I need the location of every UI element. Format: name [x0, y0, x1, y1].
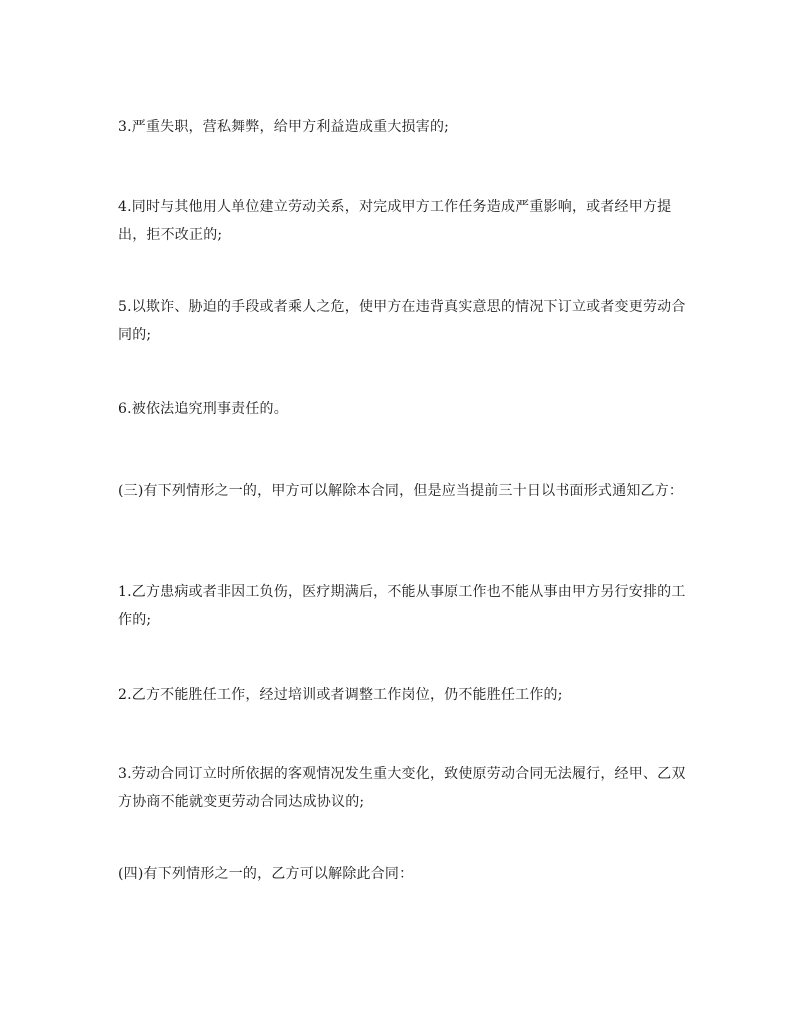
section-three-heading: (三)有下列情形之一的，甲方可以解除本合同，但是应当提前三十日以书面形式通知乙方： — [118, 483, 684, 499]
clause-criminal-liability: 6.被依法追究刑事责任的。 — [118, 401, 288, 417]
clause-serious-dereliction: 3.严重失职，营私舞弊，给甲方利益造成重大损害的; — [118, 119, 450, 135]
section-four-heading: (四)有下列情形之一的，乙方可以解除此合同： — [118, 866, 414, 882]
clause-fraud-coercion: 5.以欺诈、胁迫的手段或者乘人之危，使甲方在违背真实意思的情况下订立或者变更劳动合同的; — [118, 299, 686, 343]
clause-incompetence: 2.乙方不能胜任工作，经过培训或者调整工作岗位，仍不能胜任工作的; — [118, 687, 563, 703]
clause-concurrent-employment: 4.同时与其他用人单位建立劳动关系，对完成甲方工作任务造成严重影响，或者经甲方提出，拒不改正的; — [118, 199, 672, 243]
clause-illness-injury: 1.乙方患病或者非因工负伤，医疗期满后，不能从事原工作也不能从事由甲方另行安排的工作的; — [118, 584, 686, 628]
clause-circumstance-change: 3.劳动合同订立时所依据的客观情况发生重大变化，致使原劳动合同无法履行，经甲、乙双方协商不能就变更劳动合同达成协议的; — [118, 766, 686, 810]
